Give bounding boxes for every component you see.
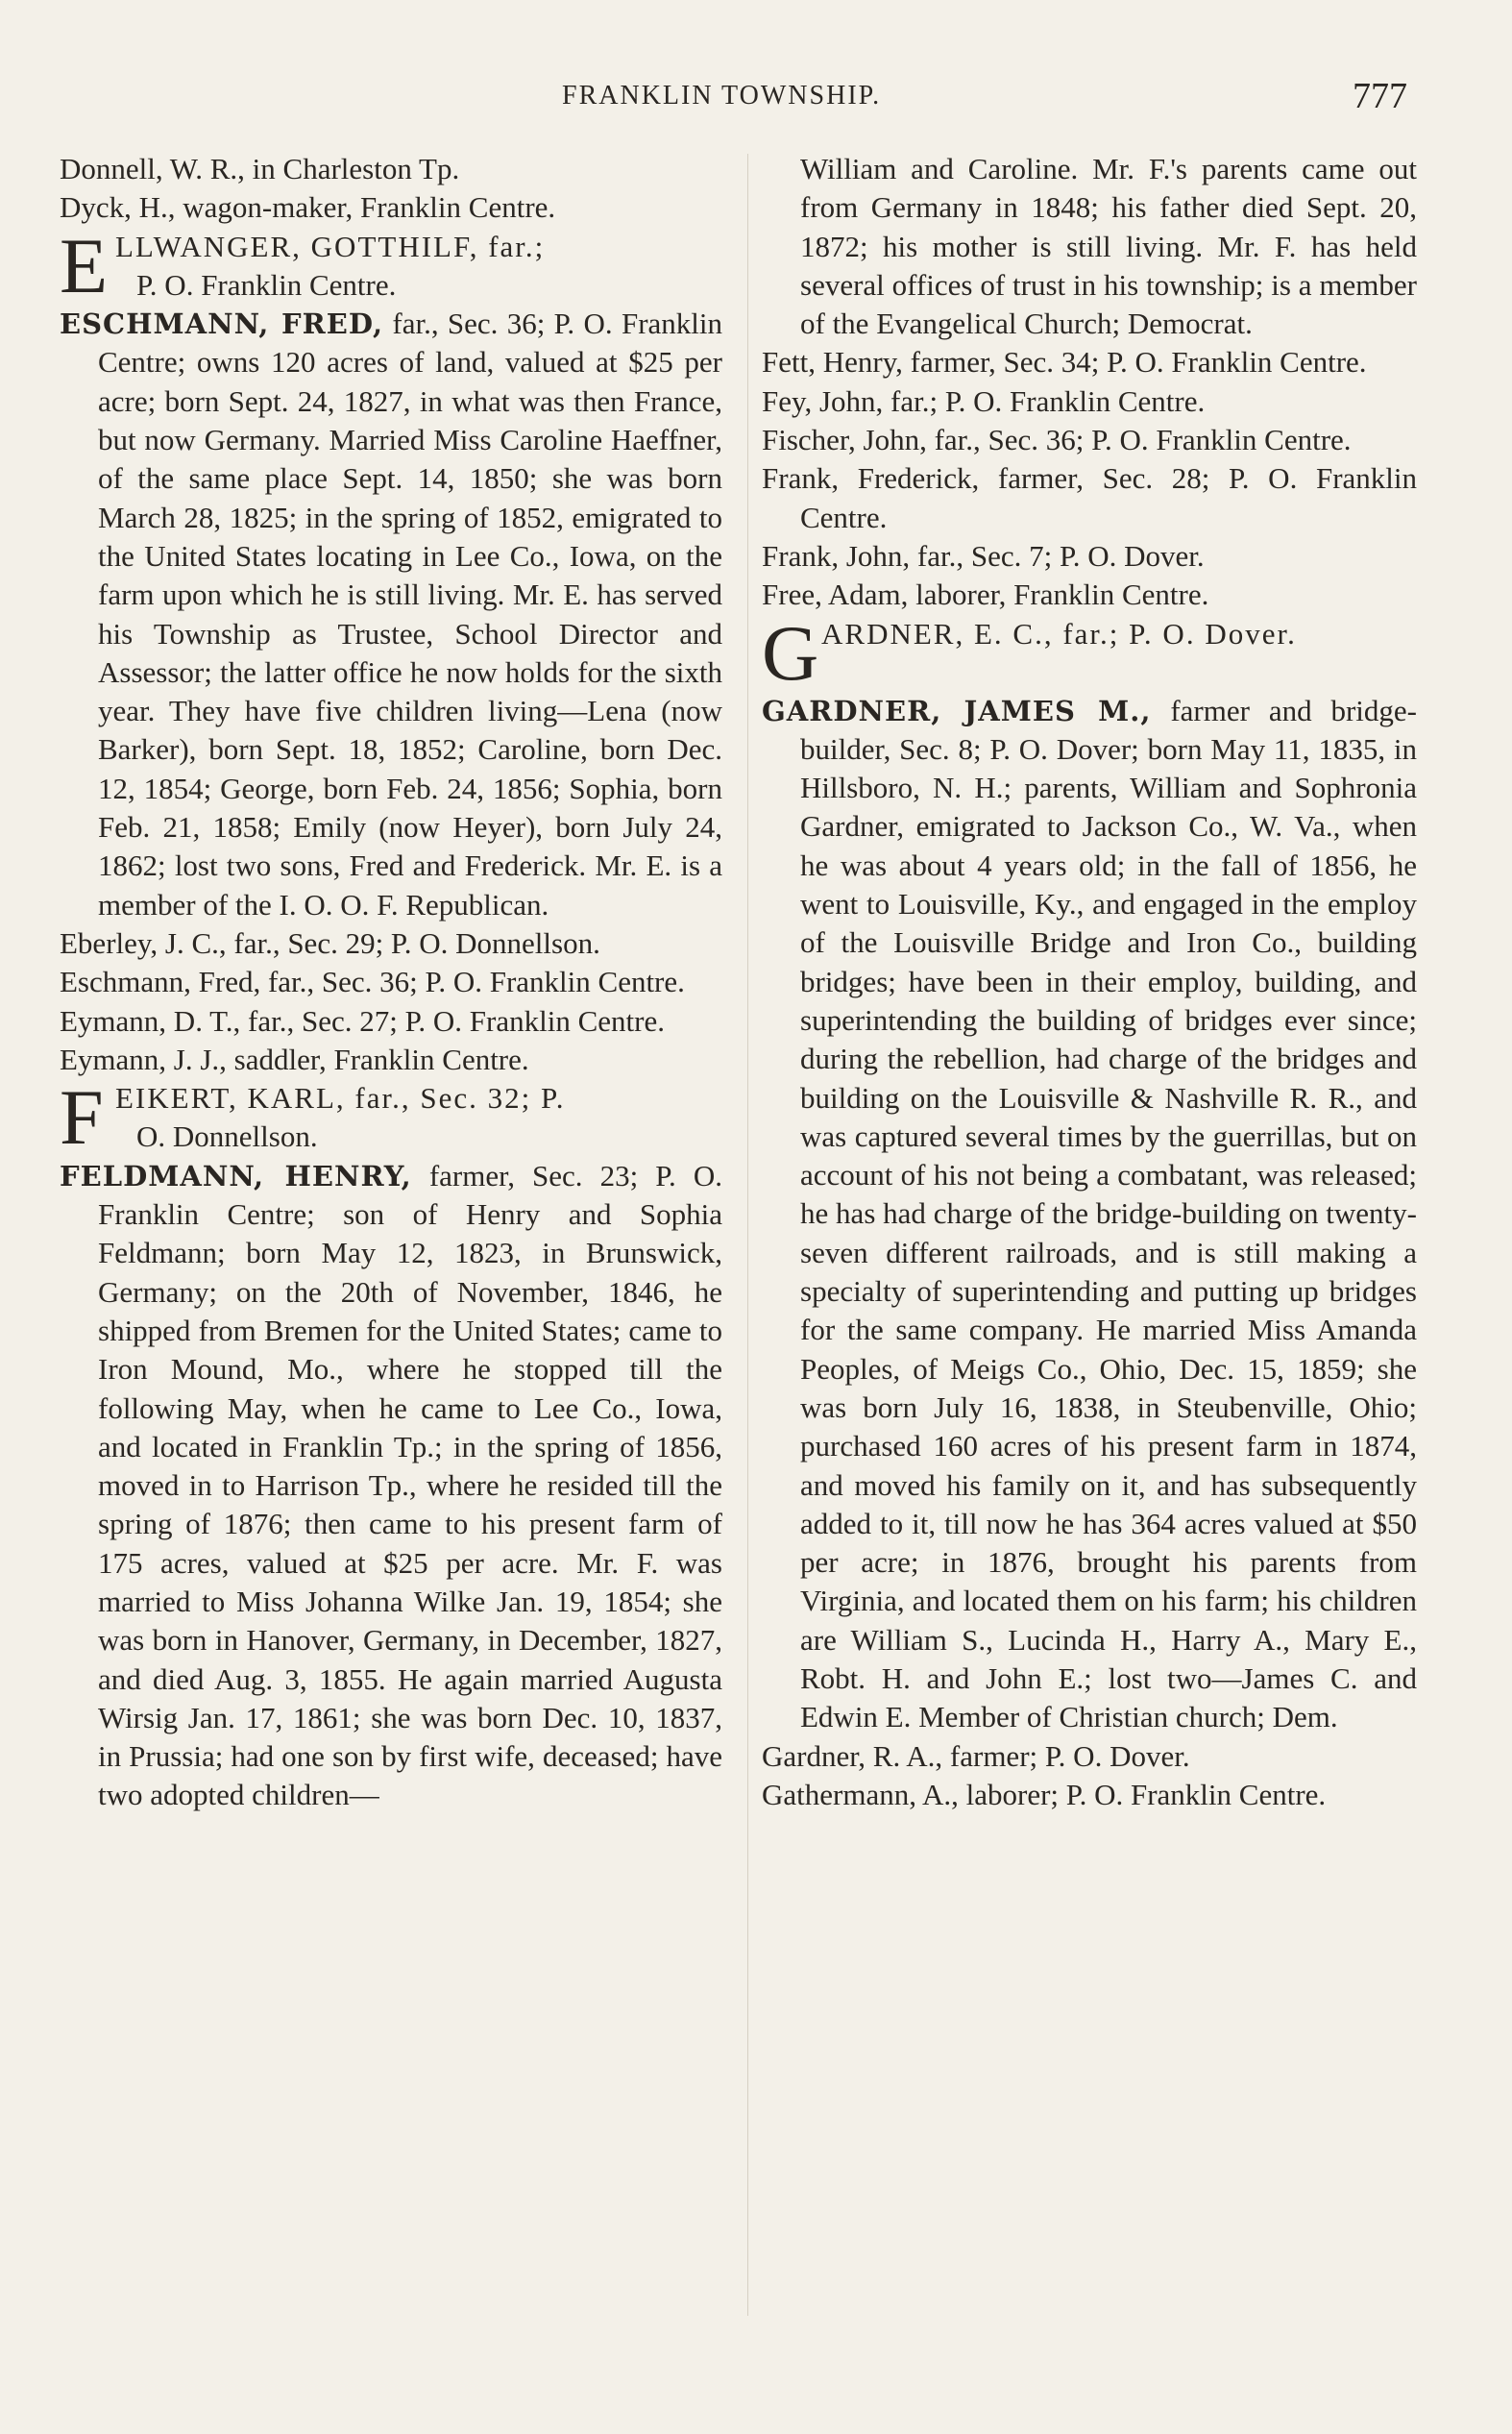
entry-eymann-j: Eymann, J. J., saddler, Franklin Centre.	[60, 1042, 529, 1076]
entry-eberley: Eberley, J. C., far., Sec. 29; P. O. Donnellson.	[60, 925, 600, 960]
page-header	[0, 75, 1512, 123]
entry-dyck: Dyck, H., wagon-maker, Franklin Centre.	[60, 190, 556, 225]
entry-feikert-line2: O. Donnellson.	[136, 1119, 318, 1154]
entry-gardner-james-name: GARDNER, JAMES M.,	[762, 694, 1152, 727]
entry-eschmann-name: ESCHMANN, FRED,	[60, 307, 384, 341]
entry-feldmann-bio	[60, 1157, 722, 1815]
entry-gardner-james-bio	[762, 692, 1417, 1737]
entry-gardner-james-text: farmer and bridge-builder, Sec. 8; P. O. Dover; born May 11, 1835, in Hillsboro, N. H.; parents, William and Sophronia Gardner, emigrated to Jackson Co., W. Va., when he was about 4 years old; in the fall of 1856, he went to Louisville, Ky., and engaged in the employ of the Louisville Bridge and Iron Co., building bridges; have been in their employ, building, and superintending the building of bridges ever since; during the rebellion, had charge of the bridges and building on the Louisville & Nashville R. R., and was captured several times by the guerrillas, but on account of his not being a combatant, was released; he has had charge of the bridge-building on twenty-seven different railroads, and is still making a specialty of superintending and putting up bridges for the same company. He married Miss Amanda Peoples, of Meigs Co., Ohio, Dec. 15, 1859; she was born July 16, 1838, in Steubenville, Ohio; purchased 160 acres of his present farm in 1874, and moved his family on it, and has subsequently added to it, till now he has 364 acres valued at $50 per acre; in 1876, brought his parents from Virginia, and located them on his farm; his children are William S., Lucinda H., Harry A., Mary E., Robt. H. and John E.; lost two—James C. and Edwin E. Member of Christian church; Dem.	[800, 693, 1417, 1734]
entry-gardner-ra: Gardner, R. A., farmer; P. O. Dover.	[762, 1738, 1190, 1773]
entry-ellwanger-line1: LLWANGER, GOTTHILF, far.;	[115, 229, 546, 263]
entry-feldmann-name: FELDMANN, HENRY,	[60, 1159, 412, 1192]
running-head: FRANKLIN TOWNSHIP.	[562, 81, 882, 111]
entry-ellwanger	[60, 221, 722, 309]
entry-gathermann: Gathermann, A., laborer; P. O. Franklin Centre.	[762, 1777, 1327, 1811]
right-column	[762, 150, 1417, 1814]
left-column	[60, 150, 722, 1815]
entry-feikert	[60, 1073, 722, 1162]
entry-fischer: Fischer, John, far., Sec. 36; P. O. Franklin Centre.	[762, 423, 1352, 457]
drop-cap-e: E	[60, 221, 109, 309]
entry-eschmann-text: far., Sec. 36; P. O. Franklin Centre; owns 120 acres of land, valued at $25 per acre; born Sept. 24, 1827, in what was then France, but now Germany. Married Miss Caroline Haeffner, of the same place Sept. 14, 1850; she was born March 28, 1825; in the spring of 1852, emigrated to the United States locating in Lee Co., Iowa, on the farm upon which he is still living. Mr. E. has served his Township as Trustee, School Director and Assessor; the latter office he now holds for the sixth year. They have five children living—Lena (now Barker), born Sept. 18, 1852; Caroline, born Dec. 12, 1854; George, born Feb. 24, 1856; Sophia, born Feb. 21, 1858; Emily (now Heyer), born July 24, 1862; lost two sons, Fred and Frederick. Mr. E. is a member of the I. O. O. F. Republican.	[98, 307, 722, 922]
entry-fett: Fett, Henry, farmer, Sec. 34; P. O. Franklin Centre.	[762, 345, 1367, 380]
entry-eschmann: Eschmann, Fred, far., Sec. 36; P. O. Franklin Centre.	[60, 965, 685, 999]
entry-feldmann-text: farmer, Sec. 23; P. O. Franklin Centre; son of Henry and Sophia Feldmann; born May 12, 1823, in Brunswick, Germany; on the 20th of November, 1846, he shipped from Bremen for the United States; came to Iron Mound, Mo., where he stopped till the following May, when he came to Lee Co., Iowa, and located in Franklin Tp.; in the spring of 1856, moved in to Harrison Tp., where he resided till the spring of 1876; then came to his present farm of 175 acres, valued at $25 per acre. Mr. F. was married to Miss Johanna Wilke Jan. 19, 1854; she was born in Hanover, Germany, in December, 1827, and died Aug. 3, 1855. He again married Augusta Wirsig Jan. 17, 1861; she was born Dec. 10, 1837, in Prussia; had one son by first wife, deceased; have two adopted children—	[98, 1158, 722, 1812]
page-number: 777	[1353, 76, 1407, 116]
entry-fey: Fey, John, far.; P. O. Franklin Centre.	[762, 383, 1206, 418]
entry-feldmann-continued: William and Caroline. Mr. F.'s parents came out from Germany in 1848; his father died Sept. 20, 1872; his mother is still living. Mr. F. has held several offices of trust in his township; is a member of the Evangelical Church; Democrat.	[800, 152, 1417, 341]
entry-ellwanger-line2: P. O. Franklin Centre.	[136, 267, 397, 302]
entry-gardner-ec-line1: ARDNER, E. C., far.; P. O. Dover.	[821, 616, 1297, 651]
entry-eymann-d: Eymann, D. T., far., Sec. 27; P. O. Franklin Centre.	[60, 1003, 665, 1038]
entry-frank-frederick: Frank, Frederick, farmer, Sec. 28; P. O. Franklin Centre.	[762, 461, 1417, 534]
entry-eschmann-bio	[60, 305, 722, 924]
drop-cap-f: F	[60, 1073, 104, 1162]
entry-gardner-ec	[762, 608, 1417, 697]
drop-cap-g: G	[762, 608, 819, 697]
entry-free: Free, Adam, laborer, Franklin Centre.	[762, 578, 1209, 612]
entry-donnell: Donnell, W. R., in Charleston Tp.	[60, 152, 460, 185]
entry-frank-john: Frank, John, far., Sec. 7; P. O. Dover.	[762, 538, 1205, 573]
entry-feikert-line1: EIKERT, KARL, far., Sec. 32; P.	[115, 1081, 566, 1116]
column-divider	[747, 154, 748, 2316]
